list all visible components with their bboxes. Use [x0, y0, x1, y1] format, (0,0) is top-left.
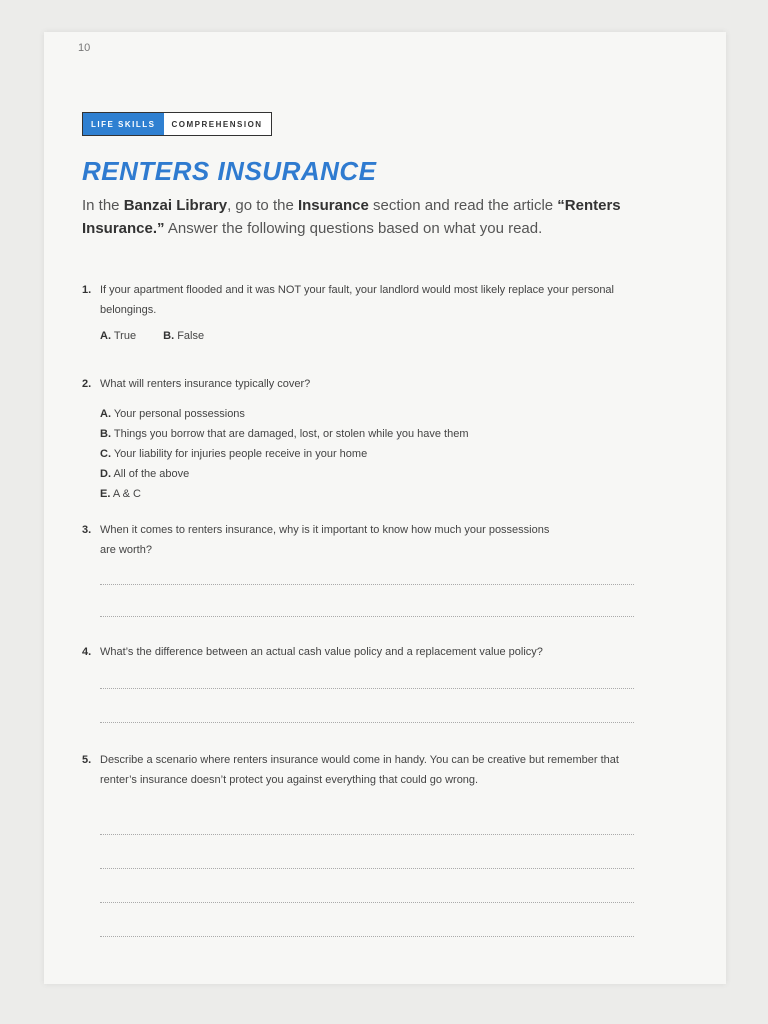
- intro-article-name: “Renters Insurance.”: [82, 197, 621, 237]
- intro-text: section and read the article: [368, 197, 558, 214]
- option-letter: A.: [100, 408, 111, 420]
- worksheet-page: [44, 32, 726, 984]
- answer-options: [100, 404, 642, 504]
- option-e[interactable]: [100, 484, 642, 504]
- option-a[interactable]: [100, 330, 136, 342]
- option-text: Your personal possessions: [113, 408, 245, 420]
- option-letter: A.: [100, 330, 111, 342]
- intro-text: , go to the: [227, 197, 298, 214]
- question-text: Describe a scenario where renters insurance would come in handy. You can be creative but remember that renter’s insurance doesn’t protect you against everything that could go wrong.: [100, 754, 619, 786]
- option-letter: E.: [100, 488, 111, 500]
- option-text: False: [177, 330, 205, 342]
- answer-line[interactable]: [100, 936, 634, 937]
- intro-text: Answer the following questions based on what you read.: [164, 220, 543, 237]
- question-number: 2.: [82, 378, 92, 390]
- answer-line[interactable]: [100, 722, 634, 723]
- option-letter: B.: [100, 428, 111, 440]
- option-letter: C.: [100, 448, 111, 460]
- option-b[interactable]: [100, 424, 642, 444]
- question-text: When it comes to renters insurance, why is it important to know how much your possessions are worth?: [100, 524, 550, 556]
- intro-paragraph: [82, 194, 622, 240]
- answer-line[interactable]: [100, 616, 634, 617]
- option-text: True: [113, 330, 137, 342]
- answer-line[interactable]: [100, 868, 634, 869]
- question-text: If your apartment flooded and it was NOT your fault, your landlord would most likely replace your personal belongings.: [100, 284, 614, 316]
- option-letter: D.: [100, 468, 111, 480]
- question-2: [82, 374, 642, 504]
- question-number: 4.: [82, 646, 92, 658]
- question-1: [82, 280, 642, 342]
- page-title: RENTERS INSURANCE: [82, 156, 377, 186]
- question-number: 5.: [82, 754, 92, 766]
- option-text: Things you borrow that are damaged, lost, or stolen while you have them: [113, 428, 469, 440]
- option-text: Your liability for injuries people receive in your home: [113, 448, 368, 460]
- option-b[interactable]: [163, 330, 204, 342]
- option-c[interactable]: [100, 444, 642, 464]
- question-number: 3.: [82, 524, 92, 536]
- intro-section-name: Insurance: [297, 197, 369, 214]
- tag-life-skills: LIFE SKILLS: [83, 113, 164, 135]
- page-number: 10: [78, 42, 91, 54]
- question-text: What will renters insurance typically cover?: [100, 378, 311, 390]
- answer-line[interactable]: [100, 834, 634, 835]
- answer-line[interactable]: [100, 688, 634, 689]
- option-text: A & C: [112, 488, 141, 500]
- intro-library-name: Banzai Library: [123, 197, 228, 214]
- option-text: All of the above: [113, 468, 190, 480]
- question-3: [82, 520, 552, 560]
- answer-options: [100, 330, 642, 342]
- intro-text: In the: [82, 197, 124, 214]
- answer-line[interactable]: [100, 902, 634, 903]
- question-number: 1.: [82, 284, 92, 296]
- option-a[interactable]: [100, 404, 642, 424]
- option-letter: B.: [163, 330, 175, 342]
- question-4: [82, 642, 642, 662]
- tag-comprehension: COMPREHENSION: [164, 113, 271, 135]
- question-text: What’s the difference between an actual cash value policy and a replacement value policy?: [100, 646, 543, 658]
- answer-line[interactable]: [100, 584, 634, 585]
- option-d[interactable]: [100, 464, 642, 484]
- question-5: [82, 750, 622, 790]
- section-tag: [82, 112, 272, 136]
